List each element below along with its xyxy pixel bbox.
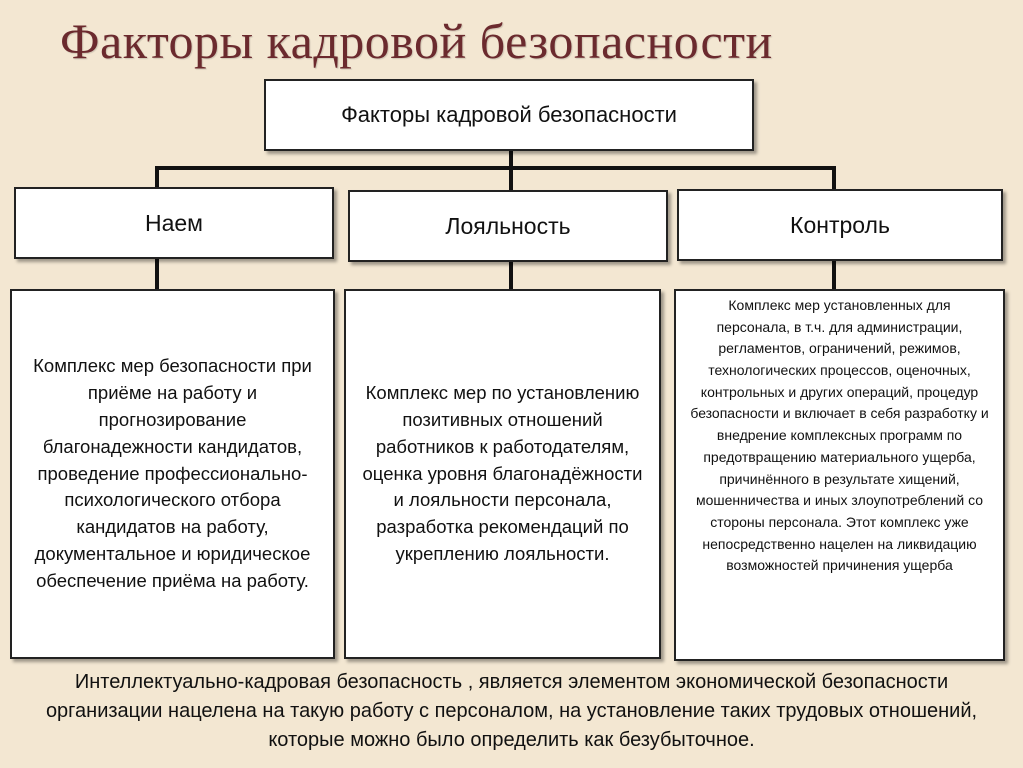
category-control-box — [677, 189, 1003, 261]
description-naem-text: Комплекс мер безопасности при приёме на работу и прогнозирование благонадежности кандидатов, проведение профессионально-психологического отбора кандидатов на работу, документальное и юридическое обеспечение приёма на работу. — [33, 355, 312, 591]
slide-title: Факторы кадровой безопасности — [60, 13, 773, 69]
category-control-label: Контроль — [790, 211, 890, 238]
category-naem-box — [14, 187, 334, 259]
category-loyalty-label: Лояльность — [445, 212, 571, 239]
description-control-text: Комплекс мер установленных для персонала, в т.ч. для администрации, регламентов, ограничений, режимов, технологических процессов, оценочных, контрольных и других операций, процедур безопасности и включает в себя разработку и внедрение комплексных программ по предотвращению материального ущерба, причинённого в результате хищений, мошенничества и иных злоупотреблений со стороны персонала. Этот комплекс уже непосредственно нацелен на ликвидацию возможностей причинения ущерба — [690, 297, 989, 574]
description-loyalty-box — [344, 289, 661, 659]
description-control-box — [674, 289, 1005, 661]
footer-text: Интеллектуально-кадровая безопасность , является элементом экономической безопасности организации нацелена на такую работу с персоналом, на установление таких трудовых отношений, которые можно было определить как безубыточное. — [45, 671, 978, 751]
root-box — [264, 79, 754, 151]
description-loyalty-text: Комплекс мер по установлению позитивных отношений работников к работодателям, оценка уровня благонадёжности и лояльности персонала, разработка рекомендаций по укреплению лояльности. — [362, 382, 643, 565]
category-naem-label: Наем — [144, 209, 203, 236]
category-loyalty-box — [348, 190, 668, 262]
description-naem-box — [10, 289, 335, 659]
root-label: Факторы кадровой безопасности — [341, 102, 677, 127]
